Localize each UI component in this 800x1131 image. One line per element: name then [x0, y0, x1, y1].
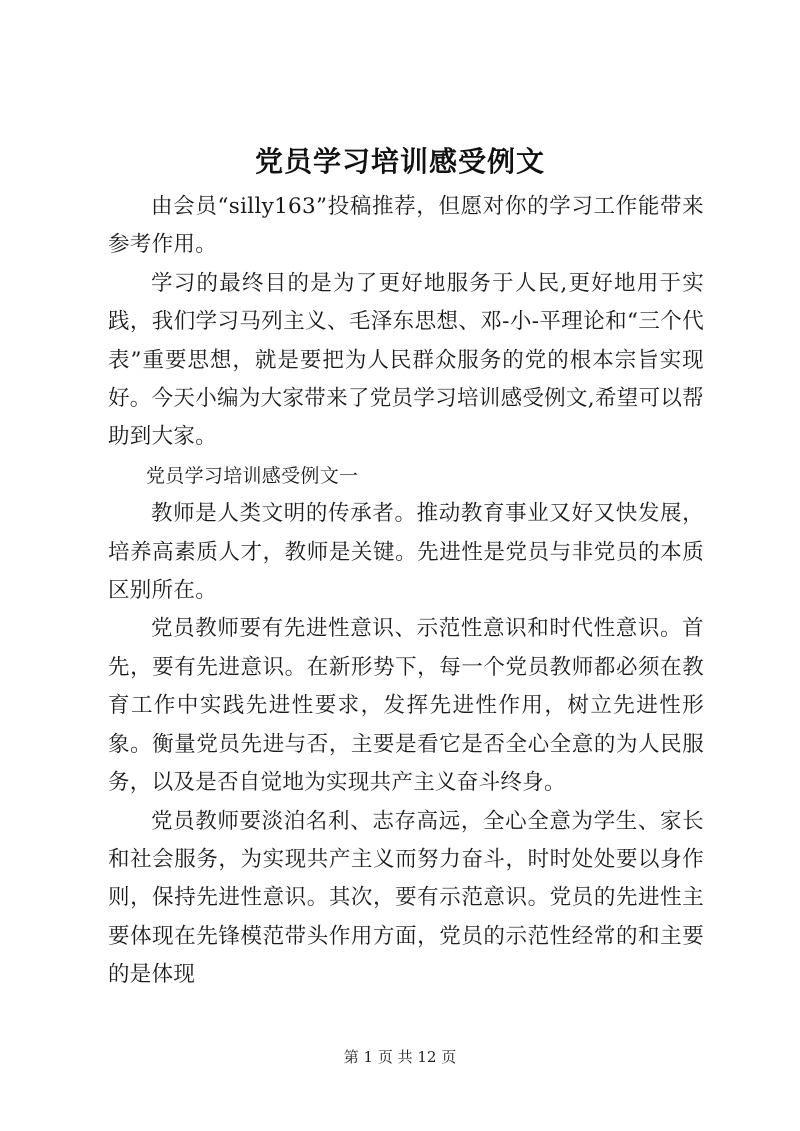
paragraph-exemplary: 党员教师要淡泊名利、志存高远，全心全意为学生、家长和社会服务，为实现共产主义而努力奋斗，时时处处要以身作则，保持先进性意识。其次，要有示范意识。党员的先进性主要体现在先锋模范带头作用方面，党员的示范性经常的和主要的是体现 [108, 808, 704, 988]
section-heading: 党员学习培训感受例文一 [146, 464, 359, 487]
page-number: 第 1 页 共 12 页 [343, 1048, 457, 1066]
paragraph-intro: 由会员“silly163”投稿推荐，但愿对你的学习工作能带来参考作用。 [108, 194, 704, 258]
paragraph-purpose: 学习的最终目的是为了更好地服务于人民,更好地用于实践，我们学习马列主义、毛泽东思想、邓-小-平理论和“三个代表”重要思想，就是要把为人民群众服务的党的根本宗旨实现好。今天小编为大家带来了党员学习培训感受例文,希望可以帮助到大家。 [108, 270, 704, 450]
paragraph-awareness: 党员教师要有先进性意识、示范性意识和时代性意识。首先，要有先进意识。在新形势下，每一个党员教师都必须在教育工作中实践先进性要求，发挥先进性作用，树立先进性形象。衡量党员先进与否，主要是看它是否全心全意的为人民服务，以及是否自觉地为实现共产主义奋斗终身。 [108, 616, 704, 796]
document-title: 党员学习培训感受例文 [254, 145, 545, 178]
paragraph-teacher-role: 教师是人类文明的传承者。推动教育事业又好又快发展，培养高素质人才，教师是关键。先进性是党员与非党员的本质区别所在。 [108, 501, 704, 604]
document-body [108, 188, 704, 995]
page-footer [0, 1046, 800, 1067]
